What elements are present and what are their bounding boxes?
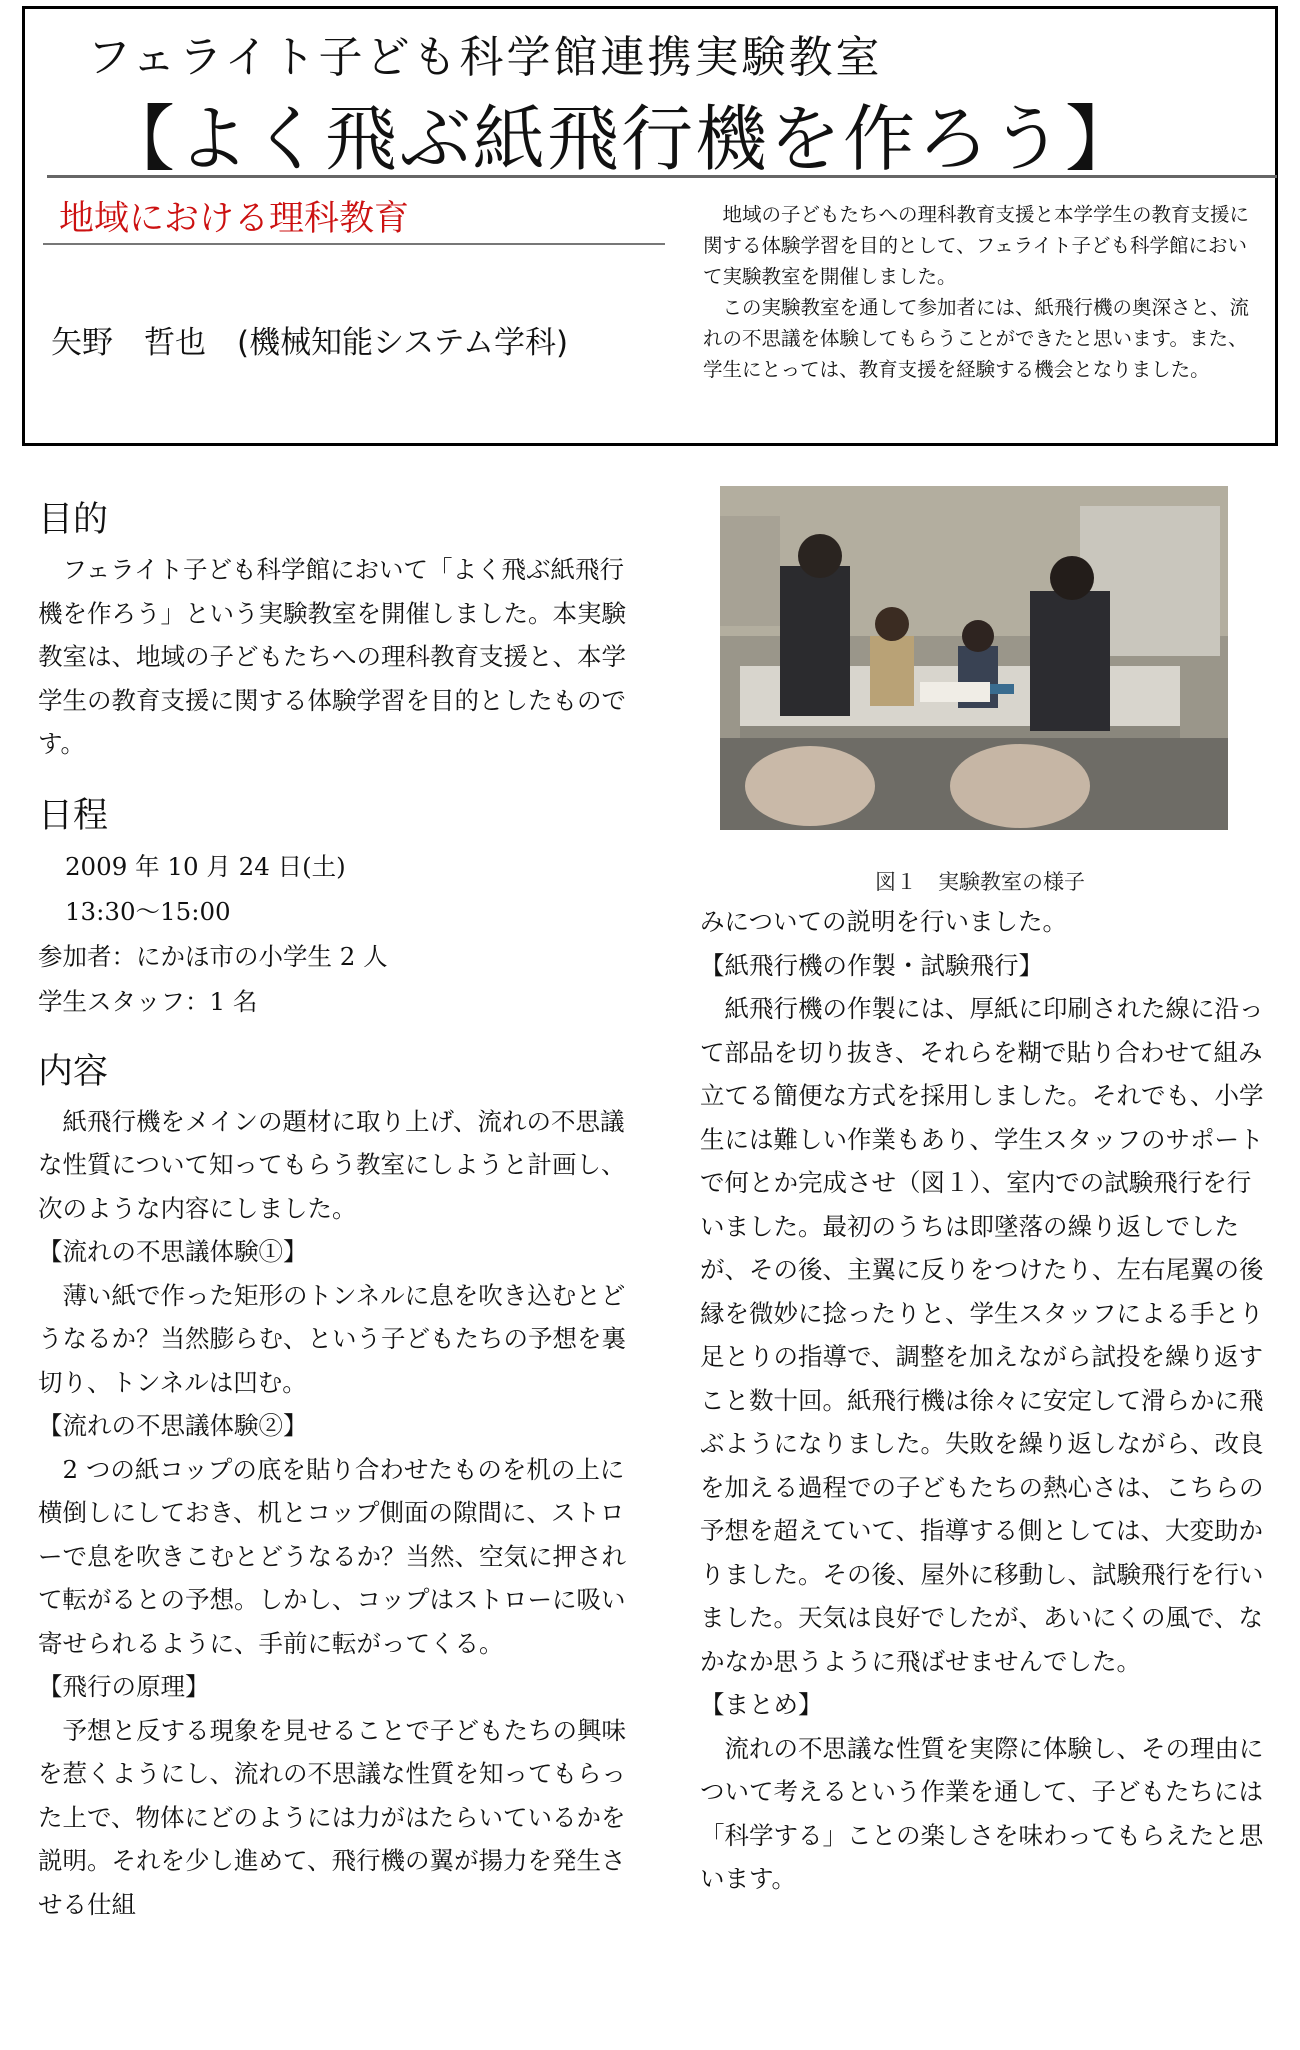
abstract	[703, 199, 1263, 385]
build-heading: 【紙飛行機の作製・試験飛行】	[700, 950, 1043, 980]
category-divider	[43, 243, 665, 245]
summary-text: 流れの不思議な性質を実際に体験し、その理由について考えるという作業を通して、子どもたちには「科学する」ことの楽しさを味わってもらえたと思います。	[700, 1733, 1264, 1893]
schedule-heading: 日程	[38, 795, 109, 836]
schedule-participants: 参加者：にかほ市の小学生 2 人	[38, 941, 388, 971]
abstract-paragraph: 地域の子どもたちへの理科教育支援と本学学生の教育支援に関する体験学習を目的として、フェライト子ども科学館において実験教室を開催しました。	[703, 203, 1250, 288]
classroom-photo	[720, 486, 1228, 830]
schedule-staff: 学生スタッフ：1 名	[38, 986, 258, 1016]
left-column	[38, 498, 636, 1926]
abstract-paragraph: この実験教室を通して参加者には、紙飛行機の奥深さと、流れの不思議を体験してもらうことができたと思います。また、学生にとっては、教育支援を経験する機会となりました。	[703, 296, 1250, 381]
exp1-text: 薄い紙で作った矩形のトンネルに息を吹き込むとどうなるか？当然膨らむ、という子どもたちの予想を裏切り、トンネルは凹む。	[38, 1280, 626, 1397]
summary-heading: 【まとめ】	[700, 1690, 823, 1719]
content-heading: 内容	[38, 1051, 109, 1092]
principle-heading: 【飛行の原理】	[38, 1672, 210, 1701]
page-subtitle: フェライト子ども科学館連携実験教室	[87, 32, 883, 83]
figure-caption: 図１ 実験教室の様子	[875, 870, 1085, 894]
header-box	[22, 6, 1278, 446]
purpose-heading: 目的	[38, 500, 109, 540]
classroom-photo-image	[720, 486, 1228, 830]
principle-text: 予想と反する現象を見せることで子どもたちの興味を惹くようにし、流れの不思議な性質を知ってもらった上で、物体にどのようには力がはたらいているかを説明。それを少し進めて、飛行機の翼が揚力を発生させる仕組	[38, 1715, 626, 1919]
principle-continuation: みについての説明を行いました。	[700, 907, 1068, 936]
exp2-heading: 【流れの不思議体験②】	[38, 1411, 308, 1440]
content-intro: 紙飛行機をメインの題材に取り上げ、流れの不思議な性質について知ってもらう教室にしようと計画し、次のような内容にしました。	[38, 1106, 626, 1223]
category-label: 地域における理科教育	[59, 199, 410, 239]
exp2-text: 2 つの紙コップの底を貼り合わせたものを机の上に横倒しにしておき、机とコップ側面の隙間に、ストローで息を吹きこむとどうなるか？当然、空気に押されて転がるとの予想。しかし、コップはストローに吸い寄せられるように、手前に転がってくる。	[38, 1454, 626, 1658]
title-divider	[47, 175, 1277, 178]
exp1-heading: 【流れの不思議体験①】	[38, 1237, 308, 1266]
build-text: 紙飛行機の作製には、厚紙に印刷された線に沿って部品を切り抜き、それらを糊で貼り合わせて組み立てる簡便な方式を採用しました。それでも、小学生には難しい作業もあり、学生スタッフのサポートで何とか完成させ（図１）、室内での試験飛行を行いました。最初のうちは即墜落の繰り返しでしたが、その後、主翼に反りをつけたり、左右尾翼の後縁を微妙に捻ったりと、学生スタッフによる手とり足とりの指導で、調整を加えながら試投を繰り返すこと数十回。紙飛行機は徐々に安定して滑らかに飛ぶようになりました。失敗を繰り返しながら、改良を加える過程での子どもたちの熱心さは、こちらの予想を超えていて、指導する側としては、大変助かりました。その後、屋外に移動し、試験飛行を行いました。天気は良好でしたが、あいにくの風で、なかなか思うように飛ばせませんでした。	[700, 994, 1264, 1676]
author-name: 矢野 哲也 (機械知能システム学科)	[51, 325, 569, 361]
schedule-date: 2009 年 10 月 24 日(土)	[64, 851, 346, 881]
schedule-time: 13:30～15:00	[64, 896, 231, 926]
purpose-text: フェライト子ども科学館において「よく飛ぶ紙飛行機を作ろう」という実験教室を開催しました。本実験教室は、地域の子どもたちへの理科教育支援と、本学学生の教育支援に関する体験学習を目的としたものです。	[38, 555, 626, 758]
right-column	[700, 900, 1268, 1901]
page-title: 【よく飛ぶ紙飛行機を作ろう】	[103, 97, 1140, 181]
